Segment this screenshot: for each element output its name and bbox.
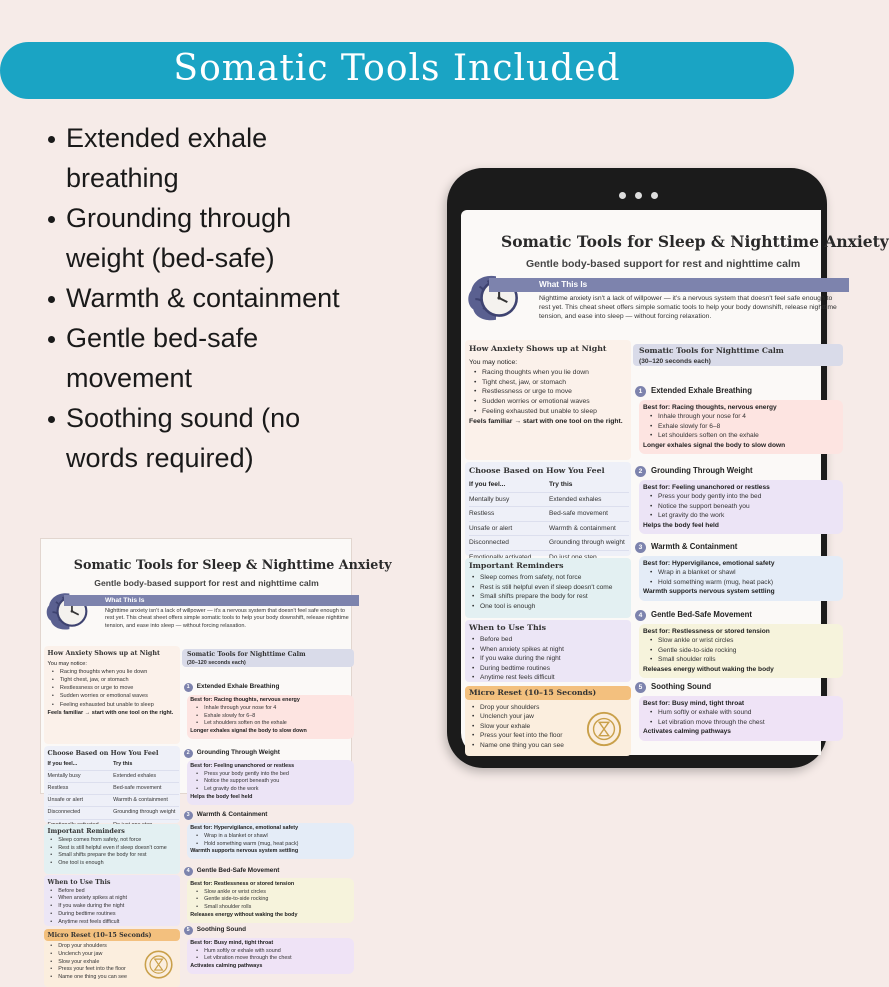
reminder-item: • One tool is enough: [49, 860, 180, 868]
choose-try: Extended exhales: [549, 495, 602, 503]
when-item: • When anxiety spikes at night: [471, 645, 631, 655]
choose-table: [48, 759, 179, 831]
tool-step: • Inhale through your nose for 4: [195, 705, 351, 713]
how-title: How Anxiety Shows up at Night: [469, 344, 607, 353]
tool-step: • Hum softly or exhale with sound: [649, 708, 839, 717]
how-item: • Restlessness or urge to move: [51, 684, 184, 692]
micro-item: • Name one thing you can see: [49, 974, 147, 982]
tool-best-for: Best for: Hypervigilance, emotional safety: [190, 825, 299, 832]
choose-feel: Restless: [47, 785, 69, 792]
how-list: [48, 668, 184, 708]
feature-item: Gentle bed-safe movement: [40, 318, 360, 398]
table-row: [48, 782, 179, 794]
micro-item: • Press your feet into the floor: [49, 966, 147, 974]
table-row: [469, 506, 629, 521]
how-title: How Anxiety Shows up at Night: [47, 648, 160, 657]
micro-item: • Press your feet into the floor: [471, 731, 591, 740]
reminders-title: Important Reminders: [469, 561, 564, 570]
when-item: • Anytime rest feels difficult: [471, 673, 631, 683]
choose-feel: Unsafe or alert: [47, 797, 84, 804]
tool-tagline: Releases energy without waking the body: [190, 911, 298, 918]
tool-step: • Hold something warm (mug, heat pack): [649, 578, 839, 587]
tool-number-badge: 2: [184, 749, 193, 758]
hourglass-clock-icon: [585, 710, 623, 748]
choose-feel: Unsafe or alert: [469, 524, 513, 532]
tool-step: • Inhale through your nose for 4: [649, 412, 839, 421]
tool-step: • Let shoulders soften on the exhale: [195, 720, 351, 728]
tool-step: • Let vibration move through the chest: [649, 718, 839, 727]
tool-name: Grounding Through Weight: [651, 466, 753, 475]
choose-try: Warmth & containment: [113, 797, 168, 804]
what-this-is-bar: What This Is: [64, 595, 359, 606]
tool-steps: [190, 889, 351, 912]
how-item: • Restlessness or urge to move: [473, 387, 635, 397]
how-item: • Feeling exhausted but unable to sleep: [51, 701, 184, 709]
tool-step: • Gentle side-to-side rocking: [195, 896, 351, 904]
how-intro: You may notice:: [47, 661, 87, 668]
tool-best-for: Best for: Restlessness or stored tension: [643, 628, 770, 635]
choose-try: Grounding through weight: [549, 539, 625, 547]
tool-card: [187, 823, 354, 860]
tool-card: [639, 556, 843, 601]
tool-tagline: Longer exhales signal the body to slow down: [190, 728, 307, 735]
micro-list: [49, 943, 147, 982]
tool-name: Warmth & Containment: [651, 542, 738, 551]
tool-steps: [190, 771, 351, 794]
feature-item: Extended exhale breathing: [40, 118, 360, 198]
choose-feel: Mentally busy: [469, 495, 510, 503]
tools-title: Somatic Tools for Nighttime Calm: [639, 346, 784, 355]
tool-step: • Slow ankle or wrist circles: [195, 889, 351, 897]
reminders-title: Important Reminders: [47, 826, 125, 835]
micro-item: • Drop your shoulders: [471, 703, 591, 712]
what-this-is-bar: What This Is: [489, 278, 849, 292]
tool-step: • Let shoulders soften on the exhale: [649, 431, 839, 440]
tool-best-for: Best for: Busy mind, tight throat: [190, 939, 274, 946]
tool-card: [187, 695, 354, 739]
when-item: • During bedtime routines: [49, 911, 180, 919]
tool-number-badge: 3: [184, 811, 193, 820]
how-list: [469, 368, 635, 417]
choose-head-try: Try this: [113, 760, 133, 767]
table-row: [469, 492, 629, 507]
when-item: • If you wake during the night: [471, 654, 631, 664]
tool-step: • Let vibration move through the chest: [195, 955, 351, 963]
tool-best-for: Best for: Racing thoughts, nervous energy: [190, 697, 300, 704]
tool-name: Extended Exhale Breathing: [651, 386, 752, 395]
choose-head-feel: If you feel...: [47, 760, 78, 767]
how-item: • Tight chest, jaw, or stomach: [473, 378, 635, 388]
tool-step: • Small shoulder rolls: [649, 655, 839, 664]
how-footer: Feels familiar → start with one tool on the right.: [469, 417, 623, 425]
table-row: [48, 794, 179, 806]
tool-name: Gentle Bed-Safe Movement: [651, 610, 752, 619]
tools-title: Somatic Tools for Nighttime Calm: [186, 650, 306, 658]
tool-number-badge: 1: [184, 683, 193, 692]
tool-step: • Hum softly or exhale with sound: [195, 948, 351, 956]
choose-head-try: Try this: [549, 481, 573, 488]
tablet-device: [447, 168, 889, 768]
tool-card: [639, 400, 843, 454]
tool-number-badge: 4: [635, 610, 646, 621]
choose-feel: Disconnected: [47, 809, 81, 816]
tool-step: • Hold something warm (mug, heat pack): [195, 841, 351, 849]
how-body: [48, 660, 184, 716]
tool-card: [639, 696, 843, 741]
reminder-item: • Rest is still helpful even if sleep doesn't come: [471, 583, 631, 593]
what-this-is-text: Nighttime anxiety isn't a lack of willpower — it's a nervous system that doesn't feel safe enough to rest yet. This cheat sheet offers simple somatic tools to help your body downshift, release nighttime tension, and ease into sleep — without forcing relaxation.: [539, 295, 837, 320]
tool-steps: [643, 636, 839, 664]
document-preview: [40, 538, 392, 981]
micro-title: Micro Reset (10–15 Seconds): [47, 930, 152, 939]
camera-dot: [635, 192, 642, 199]
table-row: [469, 535, 629, 550]
what-this-is-text: Nighttime anxiety isn't a lack of willpower — it's a nervous system that doesn't feel safe enough to rest yet. This cheat sheet offers simple somatic tools to help your body downshift, release nighttime tension, and ease into sleep — without forcing relaxation.: [104, 607, 349, 629]
tool-step: • Wrap in a blanket or shawl: [649, 568, 839, 577]
micro-item: • Unclench your jaw: [49, 951, 147, 959]
feature-item: Grounding through weight (bed-safe): [40, 198, 360, 278]
tool-step: • Press your body gently into the bed: [649, 492, 839, 501]
how-item: • Sudden worries or emotional waves: [473, 397, 635, 407]
doc-title: Somatic Tools for Sleep & Nighttime Anxiety: [501, 232, 889, 251]
feature-list: [40, 118, 360, 478]
when-list: [471, 635, 631, 683]
choose-try: Bed-safe movement: [549, 510, 609, 518]
choose-header-row: [469, 478, 629, 492]
reminders-list: [49, 837, 180, 869]
tool-tagline: Helps the body feel held: [190, 793, 253, 800]
how-item: • Sudden worries or emotional waves: [51, 692, 184, 700]
tool-step: • Slow ankle or wrist circles: [649, 636, 839, 645]
how-item: • Racing thoughts when you lie down: [51, 668, 184, 676]
micro-item: • Unclench your jaw: [471, 712, 591, 721]
when-item: • Anytime rest feels difficult: [49, 919, 180, 927]
tool-step: • Small shoulder rolls: [195, 904, 351, 912]
choose-table: [469, 478, 629, 565]
micro-item: • Slow your exhale: [471, 722, 591, 731]
tablet-screen: [461, 210, 889, 755]
how-footer: Feels familiar → start with one tool on the right.: [47, 709, 174, 716]
tool-tagline: Releases energy without waking the body: [643, 665, 774, 673]
when-item: • If you wake during the night: [49, 903, 180, 911]
tool-steps: [643, 492, 839, 520]
when-item: • During bedtime routines: [471, 664, 631, 674]
tool-step: • Let gravity do the work: [195, 786, 351, 794]
tool-steps: [190, 705, 351, 728]
tool-name: Soothing Sound: [196, 926, 247, 934]
tool-tagline: Warmth supports nervous system settling: [190, 848, 299, 855]
tool-tagline: Activates calming pathways: [643, 728, 731, 736]
reminder-item: • Sleep comes from safety, not force: [49, 837, 180, 845]
tool-name: Gentle Bed-Safe Movement: [196, 867, 280, 874]
how-item: • Feeling exhausted but unable to sleep: [473, 407, 635, 417]
tool-card: [187, 760, 354, 804]
choose-feel: Disconnected: [469, 539, 509, 547]
when-item: • Before bed: [49, 888, 180, 896]
micro-list: [471, 703, 591, 750]
how-intro: You may notice:: [469, 359, 518, 366]
tool-best-for: Best for: Feeling unanchored or restless: [190, 762, 295, 769]
reminder-item: • Small shifts prepare the body for rest: [471, 592, 631, 602]
micro-item: • Drop your shoulders: [49, 943, 147, 951]
tool-tagline: Longer exhales signal the body to slow down: [643, 441, 786, 449]
tool-best-for: Best for: Restlessness or stored tension: [190, 880, 295, 887]
tool-step: • Notice the support beneath you: [195, 778, 351, 786]
reminder-item: • Small shifts prepare the body for rest: [49, 852, 180, 860]
tool-best-for: Best for: Racing thoughts, nervous energy: [643, 404, 777, 411]
tool-step: • Let gravity do the work: [649, 511, 839, 520]
reminder-item: • Rest is still helpful even if sleep doesn't come: [49, 845, 180, 853]
tool-name: Warmth & Containment: [196, 811, 268, 819]
choose-head-feel: If you feel...: [469, 481, 506, 488]
tool-best-for: Best for: Hypervigilance, emotional safety: [643, 560, 775, 567]
doc-subtitle: Gentle body-based support for rest and nighttime calm: [94, 578, 319, 589]
table-row: [48, 806, 179, 818]
when-item: • Before bed: [471, 635, 631, 645]
doc-title: Somatic Tools for Sleep & Nighttime Anxiety: [73, 557, 392, 573]
tool-step: • Wrap in a blanket or shawl: [195, 833, 351, 841]
tool-card: [639, 480, 843, 534]
tool-name: Grounding Through Weight: [196, 748, 280, 756]
when-title: When to Use This: [469, 623, 546, 632]
how-item: • Tight chest, jaw, or stomach: [51, 676, 184, 684]
table-row: [48, 770, 179, 782]
tool-name: Soothing Sound: [651, 682, 712, 691]
choose-try: Grounding through weight: [113, 809, 176, 816]
tool-step: • Exhale slowly for 6–8: [649, 422, 839, 431]
how-body: [469, 358, 635, 427]
how-item: • Racing thoughts when you lie down: [473, 368, 635, 378]
tool-number-badge: 2: [635, 466, 646, 477]
when-title: When to Use This: [47, 877, 111, 886]
tool-number-badge: 1: [635, 386, 646, 397]
table-row: [469, 521, 629, 536]
choose-try: Warmth & containment: [549, 524, 616, 532]
choose-title: Choose Based on How You Feel: [469, 466, 605, 475]
camera-dot: [651, 192, 658, 199]
tools-subtitle: (30–120 seconds each): [639, 358, 711, 365]
tool-tagline: Warmth supports nervous system settling: [643, 588, 775, 596]
tool-card: [187, 878, 354, 922]
reminder-item: • One tool is enough: [471, 602, 631, 612]
tool-steps: [643, 412, 839, 440]
micro-title: Micro Reset (10–15 Seconds): [469, 688, 597, 697]
tool-steps: [643, 568, 839, 587]
tool-card: [639, 624, 843, 678]
tool-tagline: Helps the body feel held: [643, 521, 719, 529]
tool-card: [187, 938, 354, 975]
feature-item: Warmth & containment: [40, 278, 360, 318]
title-banner: [0, 42, 794, 99]
tool-step: • Notice the support beneath you: [649, 502, 839, 511]
tools-subtitle: (30–120 seconds each): [186, 660, 246, 667]
tool-tagline: Activates calming pathways: [190, 963, 263, 970]
tool-number-badge: 5: [184, 926, 193, 935]
tool-number-badge: 3: [635, 542, 646, 553]
reminders-list: [471, 573, 631, 611]
feature-item: Soothing sound (no words required): [40, 398, 360, 478]
tool-step: • Exhale slowly for 6–8: [195, 713, 351, 721]
when-item: • When anxiety spikes at night: [49, 895, 180, 903]
banner-title: Somatic Tools Included: [173, 48, 621, 89]
choose-feel: Mentally busy: [47, 772, 81, 779]
choose-header-row: [48, 759, 179, 770]
when-list: [49, 888, 180, 927]
tool-step: • Gentle side-to-side rocking: [649, 646, 839, 655]
choose-try: Bed-safe movement: [113, 785, 162, 792]
tool-number-badge: 5: [635, 682, 646, 693]
tool-step: • Press your body gently into the bed: [195, 771, 351, 779]
choose-title: Choose Based on How You Feel: [47, 748, 159, 757]
choose-feel: Restless: [469, 510, 495, 518]
reminder-item: • Sleep comes from safety, not force: [471, 573, 631, 583]
micro-item: • Name one thing you can see: [471, 741, 591, 750]
hourglass-clock-icon: [143, 949, 174, 980]
tool-best-for: Best for: Busy mind, tight throat: [643, 700, 745, 707]
tool-number-badge: 4: [184, 867, 193, 876]
tool-steps: [190, 948, 351, 963]
tool-steps: [190, 833, 351, 848]
camera-dot: [619, 192, 626, 199]
tool-steps: [643, 708, 839, 727]
choose-try: Extended exhales: [113, 772, 157, 779]
tool-name: Extended Exhale Breathing: [196, 683, 280, 691]
doc-subtitle: Gentle body-based support for rest and nighttime calm: [526, 258, 801, 270]
tool-best-for: Best for: Feeling unanchored or restless: [643, 484, 770, 491]
micro-item: • Slow your exhale: [49, 959, 147, 967]
